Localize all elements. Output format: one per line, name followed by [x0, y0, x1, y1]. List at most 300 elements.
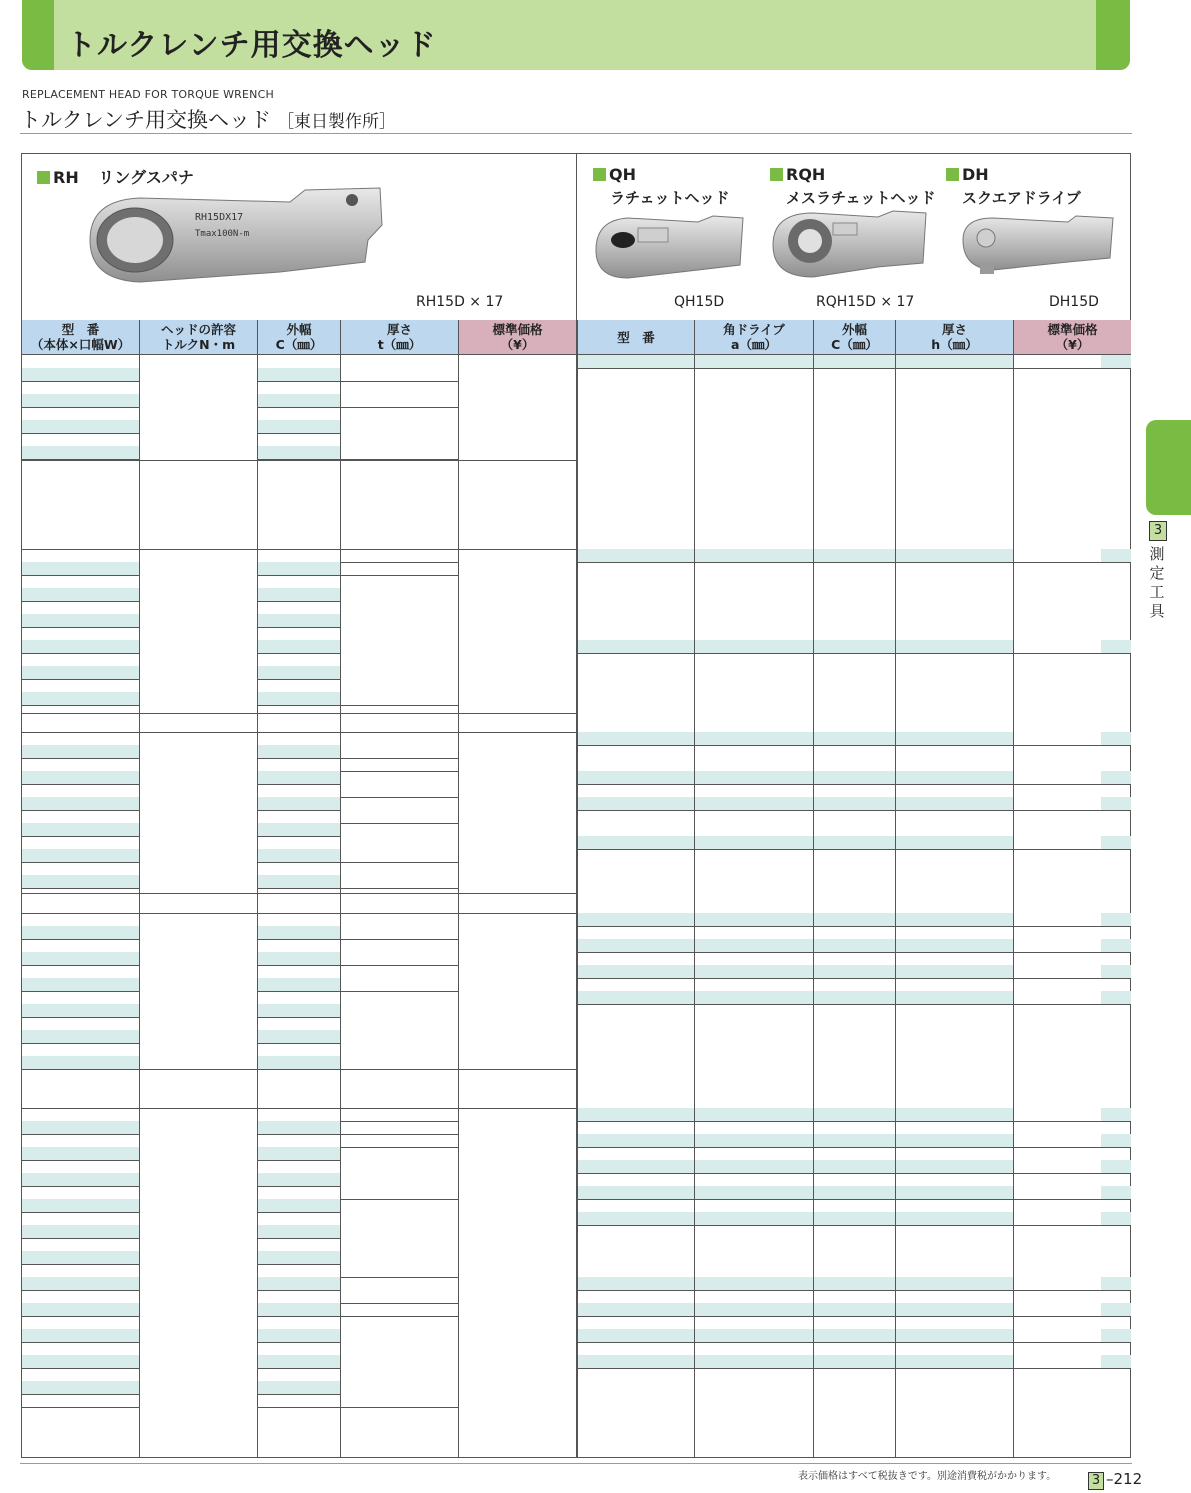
- column-rule: [1013, 320, 1014, 1458]
- column-rule: [813, 320, 814, 1458]
- thickness-cell: [340, 575, 458, 705]
- table-row-torque: [139, 913, 257, 926]
- column-rule: [577, 320, 578, 1458]
- table-row-width: [257, 1134, 340, 1147]
- table-row-model: [577, 1355, 693, 1368]
- table-row-width: [813, 913, 895, 926]
- thickness-rule: [340, 459, 458, 460]
- table-row-torque: [139, 549, 257, 562]
- row-stripe: [1101, 732, 1131, 745]
- table-row-torque: [139, 1355, 257, 1368]
- table-row-width: [257, 627, 340, 640]
- table-header-line: C（㎜）: [831, 337, 878, 352]
- rqh-caption: RQH15D × 17: [816, 294, 915, 310]
- table-header-2: [257, 320, 340, 354]
- subtitle-japanese-text: トルクレンチ用交換ヘッド: [20, 108, 272, 132]
- table-row-height: [895, 355, 1013, 368]
- table-row-model: [21, 640, 139, 653]
- chapter-label: 測定工具: [1149, 545, 1165, 620]
- thickness-cell: [340, 381, 458, 407]
- table-row-width: [257, 926, 340, 939]
- table-row-model: [21, 797, 139, 810]
- table-row-drive: [694, 640, 813, 653]
- table-header-2: [813, 320, 895, 354]
- green-square-icon: [770, 168, 783, 181]
- thickness-cell: [340, 1134, 458, 1147]
- table-header-line: C（㎜）: [275, 337, 323, 352]
- row-rule: [577, 784, 1131, 785]
- table-row-width: [813, 732, 895, 745]
- table-row-model: [21, 1225, 139, 1238]
- table-row-drive: [694, 732, 813, 745]
- table-row-model: [21, 1290, 139, 1303]
- row-rule: [577, 1342, 1131, 1343]
- table-row-model: [21, 601, 139, 614]
- table-row-torque: [139, 836, 257, 849]
- table-row-torque: [139, 732, 257, 745]
- table-row-width: [257, 1186, 340, 1199]
- table-row-width: [257, 1030, 340, 1043]
- table-row-torque: [139, 939, 257, 952]
- table-row-drive: [694, 549, 813, 562]
- table-row-height: [895, 965, 1013, 978]
- page-num-text: –212: [1106, 1470, 1143, 1488]
- row-rule: [257, 1407, 340, 1408]
- table-row-width: [257, 978, 340, 991]
- table-header-line: 厚さ: [941, 322, 967, 337]
- category-rh-name: リングスパナ: [98, 168, 194, 187]
- table-row-model: [21, 1017, 139, 1030]
- table-row-model: [577, 549, 693, 562]
- table-row-model: [21, 1160, 139, 1173]
- row-stripe: [1101, 1355, 1131, 1368]
- table-row-model: [21, 679, 139, 692]
- table-header-line: 標準価格: [492, 322, 543, 337]
- table-row-width: [257, 1394, 340, 1407]
- chapter-number: 3: [1149, 521, 1167, 541]
- table-row-width: [257, 420, 340, 433]
- table-row-model: [21, 926, 139, 939]
- table-row-width: [813, 640, 895, 653]
- row-stripe: [1101, 549, 1131, 562]
- table-row-model: [21, 1186, 139, 1199]
- thickness-cell: [340, 823, 458, 862]
- table-row-width: [257, 407, 340, 420]
- table-row-model: [21, 1121, 139, 1134]
- table-row-torque: [139, 381, 257, 394]
- thickness-cell: [340, 562, 458, 575]
- marking-line-2: Tmax100N-m: [195, 229, 250, 239]
- table-row-model: [21, 1368, 139, 1381]
- tax-note: 表示価格はすべて税抜きです。別途消費税がかかります。: [798, 1471, 1057, 1482]
- thickness-cell: [340, 1316, 458, 1407]
- table-row-model: [21, 420, 139, 433]
- table-row-drive: [694, 1186, 813, 1199]
- row-rule: [577, 978, 1131, 979]
- table-row-width: [813, 1134, 895, 1147]
- table-row-height: [895, 1186, 1013, 1199]
- table-header-1: [694, 320, 813, 354]
- table-row-width: [257, 446, 340, 459]
- table-row-model: [21, 745, 139, 758]
- table-row-model: [21, 1004, 139, 1017]
- table-row-width: [257, 666, 340, 679]
- table-row-torque: [139, 1316, 257, 1329]
- table-row-model: [21, 588, 139, 601]
- row-stripe: [1101, 1303, 1131, 1316]
- table-row-width: [257, 1238, 340, 1251]
- table-header-1: [139, 320, 257, 354]
- table-header-3: [340, 320, 458, 354]
- table-row-model: [21, 1238, 139, 1251]
- table-row-width: [257, 1004, 340, 1017]
- table-header-line: 外幅: [841, 322, 867, 337]
- row-stripe: [1101, 1212, 1131, 1225]
- table-row-width: [257, 1147, 340, 1160]
- row-stripe: [1101, 965, 1131, 978]
- table-row-model: [21, 562, 139, 575]
- table-row-height: [895, 939, 1013, 952]
- group-rule: [21, 893, 576, 894]
- table-row-width: [813, 965, 895, 978]
- table-row-torque: [139, 1290, 257, 1303]
- category-qh-code: QH: [609, 165, 636, 184]
- table-row-torque: [139, 771, 257, 784]
- thickness-rule: [340, 888, 458, 889]
- table-row-width: [257, 692, 340, 705]
- table-row-drive: [694, 797, 813, 810]
- table-row-model: [577, 836, 693, 849]
- column-rule: [21, 320, 22, 1458]
- table-row-model: [21, 614, 139, 627]
- row-rule: [577, 1004, 1131, 1005]
- table-row-width: [257, 575, 340, 588]
- chapter-tab[interactable]: [1146, 420, 1191, 515]
- table-row-width: [257, 1264, 340, 1277]
- table-row-torque: [139, 1017, 257, 1030]
- thickness-rule: [340, 1407, 458, 1408]
- thickness-cell: [340, 732, 458, 758]
- table-row-torque: [139, 745, 257, 758]
- table-row-width: [257, 1303, 340, 1316]
- column-rule: [458, 320, 459, 1458]
- table-row-width: [257, 810, 340, 823]
- table-row-height: [895, 1212, 1013, 1225]
- table-row-model: [21, 978, 139, 991]
- table-header-line: （¥）: [500, 337, 535, 352]
- price-rule: [458, 549, 576, 550]
- table-row-model: [577, 991, 693, 1004]
- table-row-width: [257, 836, 340, 849]
- thickness-rule: [340, 1069, 458, 1070]
- category-rqh: [770, 165, 825, 184]
- table-row-model: [21, 875, 139, 888]
- row-rule: [577, 926, 1131, 927]
- table-row-width: [813, 549, 895, 562]
- category-rqh-name: メスラチェットヘッド: [786, 189, 936, 207]
- table-row-model: [21, 1056, 139, 1069]
- table-row-model: [21, 1030, 139, 1043]
- table-row-model: [21, 771, 139, 784]
- thickness-cell: [340, 1277, 458, 1303]
- green-square-icon: [593, 168, 606, 181]
- table-row-model: [21, 433, 139, 446]
- table-row-height: [895, 549, 1013, 562]
- row-rule: [21, 1407, 139, 1408]
- square-drive-head-image: [958, 210, 1118, 280]
- column-rule: [694, 320, 695, 1458]
- table-row-model: [21, 1134, 139, 1147]
- table-row-width: [257, 614, 340, 627]
- table-row-width: [257, 653, 340, 666]
- group-rule: [21, 713, 576, 714]
- table-row-model: [21, 1043, 139, 1056]
- table-row-height: [895, 1277, 1013, 1290]
- table-row-model: [21, 991, 139, 1004]
- table-row-width: [257, 771, 340, 784]
- table-row-width: [257, 1199, 340, 1212]
- table-row-width: [257, 952, 340, 965]
- group-rule: [21, 1069, 576, 1070]
- table-header-line: （本体×口幅W）: [30, 337, 131, 352]
- row-stripe: [1101, 771, 1131, 784]
- table-row-drive: [694, 1355, 813, 1368]
- table-row-model: [21, 666, 139, 679]
- table-row-height: [895, 1303, 1013, 1316]
- table-header-4: [1013, 320, 1131, 354]
- row-rule: [577, 562, 1131, 563]
- table-header-line: t（㎜）: [377, 337, 422, 352]
- dh-caption: DH15D: [1049, 294, 1099, 310]
- subtitle-english: REPLACEMENT HEAD FOR TORQUE WRENCH: [22, 88, 274, 101]
- table-row-model: [21, 368, 139, 381]
- row-rule: [577, 368, 1131, 369]
- row-rule: [577, 745, 1131, 746]
- table-row-drive: [694, 913, 813, 926]
- table-row-width: [257, 1381, 340, 1394]
- table-row-model: [21, 1147, 139, 1160]
- table-row-width: [813, 1160, 895, 1173]
- row-rule: [577, 653, 1131, 654]
- column-rule: [139, 320, 140, 1458]
- table-row-drive: [694, 1212, 813, 1225]
- table-row-model: [21, 939, 139, 952]
- table-row-drive: [694, 1303, 813, 1316]
- table-row-model: [21, 836, 139, 849]
- table-row-width: [813, 771, 895, 784]
- row-rule: [577, 1290, 1131, 1291]
- table-row-width: [257, 355, 340, 368]
- table-row-height: [895, 1355, 1013, 1368]
- thickness-cell: [340, 771, 458, 797]
- table-header-0: [21, 320, 139, 354]
- thickness-cell: [340, 797, 458, 823]
- table-header-line: h（㎜）: [931, 337, 978, 352]
- row-rule: [21, 888, 139, 889]
- green-square-icon: [37, 171, 50, 184]
- table-row-model: [21, 1394, 139, 1407]
- table-row-width: [813, 1186, 895, 1199]
- row-stripe: [1101, 640, 1131, 653]
- page-title: トルクレンチ用交換ヘッド: [66, 28, 437, 63]
- table-row-drive: [694, 1108, 813, 1121]
- table-row-width: [257, 1368, 340, 1381]
- thickness-cell: [340, 1108, 458, 1121]
- table-row-drive: [694, 1329, 813, 1342]
- price-rule: [458, 732, 576, 733]
- table-row-model: [577, 797, 693, 810]
- table-row-torque: [139, 1212, 257, 1225]
- category-dh-code: DH: [962, 165, 989, 184]
- thickness-cell: [340, 1121, 458, 1134]
- table-row-width: [257, 1342, 340, 1355]
- row-stripe: [1101, 991, 1131, 1004]
- footer-rule: [20, 1463, 1132, 1464]
- table-row-height: [895, 732, 1013, 745]
- table-row-model: [21, 1381, 139, 1394]
- table-row-height: [895, 1329, 1013, 1342]
- row-stripe: [1101, 1329, 1131, 1342]
- table-row-model: [21, 1108, 139, 1121]
- table-row-model: [21, 732, 139, 745]
- table-row-torque: [139, 394, 257, 407]
- table-header-line: トルクN・m: [161, 337, 236, 352]
- row-stripe: [257, 849, 340, 862]
- table-row-width: [257, 1043, 340, 1056]
- table-row-height: [895, 836, 1013, 849]
- table-row-model: [21, 1329, 139, 1342]
- table-row-torque: [139, 407, 257, 420]
- table-row-width: [257, 1277, 340, 1290]
- table-row-height: [895, 913, 1013, 926]
- table-row-width: [813, 797, 895, 810]
- table-row-width: [813, 1277, 895, 1290]
- table-row-model: [577, 1303, 693, 1316]
- thickness-cell: [340, 939, 458, 965]
- table-row-model: [21, 1316, 139, 1329]
- table-row-model: [21, 1342, 139, 1355]
- table-row-model: [21, 758, 139, 771]
- table-row-model: [577, 732, 693, 745]
- table-row-width: [257, 862, 340, 875]
- table-row-torque: [139, 1108, 257, 1121]
- table-row-model: [21, 575, 139, 588]
- table-row-torque: [139, 355, 257, 368]
- table-row-width: [813, 836, 895, 849]
- row-rule: [577, 1121, 1131, 1122]
- table-row-model: [21, 653, 139, 666]
- table-row-width: [257, 1251, 340, 1264]
- table-row-width: [257, 1316, 340, 1329]
- table-row-width: [257, 1290, 340, 1303]
- table-row-width: [257, 745, 340, 758]
- table-row-width: [257, 939, 340, 952]
- maker-name: ［東日製作所］: [277, 112, 397, 132]
- table-row-model: [21, 692, 139, 705]
- row-stripe: [257, 1173, 340, 1186]
- table-row-drive: [694, 939, 813, 952]
- table-row-model: [21, 862, 139, 875]
- table-row-model: [21, 952, 139, 965]
- table-row-width: [257, 588, 340, 601]
- table-row-drive: [694, 355, 813, 368]
- table-row-model: [21, 1199, 139, 1212]
- table-row-height: [895, 797, 1013, 810]
- table-row-width: [257, 601, 340, 614]
- table-row-width: [813, 1329, 895, 1342]
- table-row-model: [577, 1160, 693, 1173]
- table-header-line: 標準価格: [1047, 322, 1098, 337]
- table-row-model: [21, 1251, 139, 1264]
- header-accent-right: [1096, 0, 1130, 70]
- table-row-torque: [139, 368, 257, 381]
- row-rule: [577, 1199, 1131, 1200]
- row-stripe: [1101, 1134, 1131, 1147]
- table-header-0: [577, 320, 694, 354]
- category-dh-name: スクエアドライブ: [962, 189, 1081, 207]
- table-row-height: [895, 640, 1013, 653]
- table-row-drive: [694, 1160, 813, 1173]
- table-row-model: [577, 1134, 693, 1147]
- row-stripe: [1101, 1108, 1131, 1121]
- row-stripe: [1101, 1160, 1131, 1173]
- table-header-line: 角ドライブ: [723, 322, 785, 337]
- table-row-drive: [694, 771, 813, 784]
- ring-spanner-image: [80, 180, 400, 295]
- table-row-width: [257, 394, 340, 407]
- table-row-drive: [694, 1134, 813, 1147]
- category-rqh-code: RQH: [786, 165, 826, 184]
- table-header-line: （¥）: [1055, 337, 1090, 352]
- row-stripe: [1101, 913, 1131, 926]
- table-row-model: [577, 939, 693, 952]
- table-row-model: [21, 549, 139, 562]
- thickness-cell: [340, 862, 458, 888]
- rh-caption: RH15D × 17: [416, 294, 504, 310]
- page-chapter-box: 3: [1088, 1472, 1104, 1490]
- female-ratchet-head-image: [768, 205, 928, 285]
- table-row-drive: [694, 836, 813, 849]
- table-row-width: [257, 758, 340, 771]
- table-row-model: [21, 407, 139, 420]
- row-rule: [257, 1017, 340, 1018]
- thickness-rule: [340, 705, 458, 706]
- thickness-cell: [340, 965, 458, 991]
- table-header-3: [895, 320, 1013, 354]
- table-row-width: [257, 991, 340, 1004]
- table-row-model: [21, 355, 139, 368]
- price-rule: [458, 1108, 576, 1109]
- table-header-line: ヘッドの許容: [160, 322, 236, 337]
- table-row-torque: [139, 1277, 257, 1290]
- table-row-width: [257, 1121, 340, 1134]
- table-row-width: [257, 1225, 340, 1238]
- table-row-width: [257, 732, 340, 745]
- qh-caption: QH15D: [674, 294, 725, 310]
- category-qh-name: ラチェットヘッド: [610, 189, 730, 207]
- table-row-model: [21, 784, 139, 797]
- table-header-line: a（㎜）: [731, 337, 777, 352]
- row-rule: [577, 1316, 1131, 1317]
- table-row-model: [577, 1108, 693, 1121]
- table-row-height: [895, 991, 1013, 1004]
- thickness-cell: [340, 991, 458, 1069]
- thickness-cell: [340, 1147, 458, 1199]
- table-header-line: 外幅: [286, 322, 312, 337]
- table-row-width: [813, 1212, 895, 1225]
- category-rh-code: RH: [53, 168, 79, 187]
- green-square-icon: [946, 168, 959, 181]
